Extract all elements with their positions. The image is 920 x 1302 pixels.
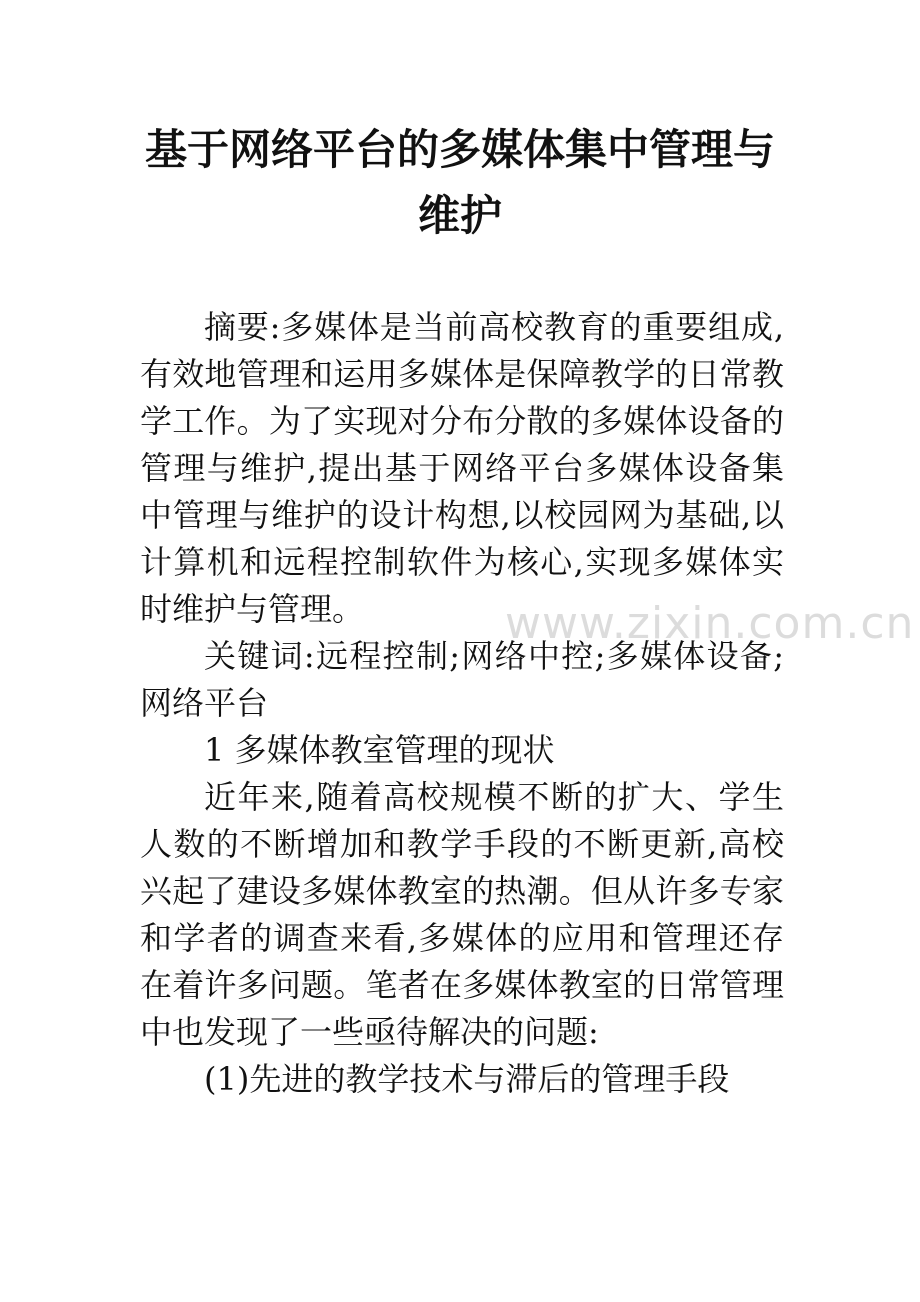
list-item: (1)先进的教学技术与滞后的管理手段: [204, 1060, 730, 1098]
section-heading: 1 多媒体教室管理的现状: [204, 731, 555, 769]
document-body: [140, 304, 784, 1103]
body-paragraph: 近年来,随着高校规模不断的扩大、学生人数的不断增加和教学手段的不断更新,高校兴起了建设多媒体教室的热潮。但从许多专家和学者的调查来看,多媒体的应用和管理还存在着许多问题。笔者在多媒体教室的日常管理中也发现了一些亟待解决的问题:: [140, 778, 784, 1051]
watermark-text: www.zixin.com.cn: [505, 598, 915, 649]
document-title: 基于网络平台的多媒体集中管理与维护: [144, 125, 775, 240]
abstract-paragraph: 摘要:多媒体是当前高校教育的重要组成,有效地管理和运用多媒体是保障教学的日常教学工作。为了实现对分布分散的多媒体设备的管理与维护,提出基于网络平台多媒体设备集中管理与维护的设计构想,以校园网为基础,以计算机和远程控制软件为核心,实现多媒体实时维护与管理。: [140, 308, 784, 628]
keywords-paragraph: 关键词:远程控制;网络中控;多媒体设备;网络平台: [140, 637, 784, 722]
